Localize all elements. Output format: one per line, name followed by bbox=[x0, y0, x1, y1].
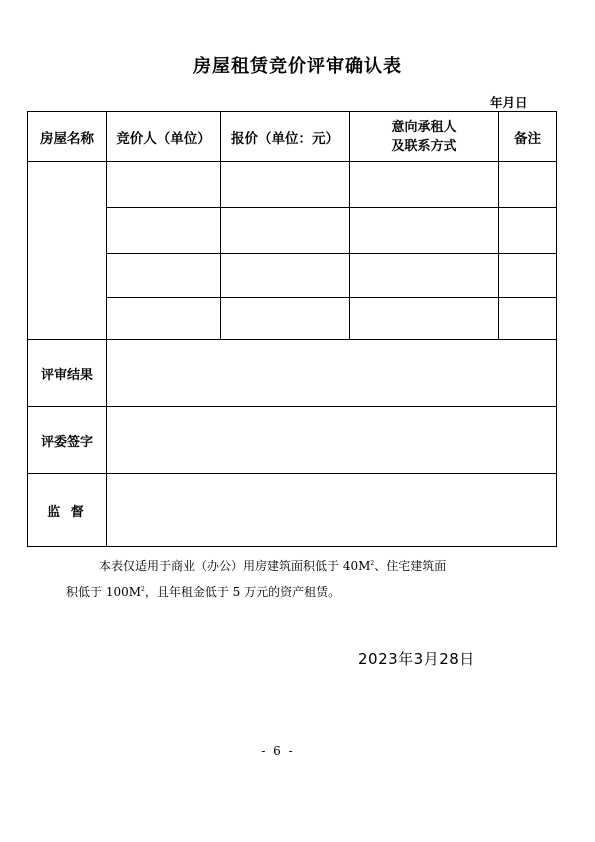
header-quote: 报价（单位：元） bbox=[221, 112, 350, 162]
header-lessee bbox=[350, 112, 499, 162]
form-title: 房屋租赁竞价评审确认表 bbox=[193, 56, 402, 77]
supervision-row bbox=[28, 474, 557, 547]
header-house-name: 房屋名称 bbox=[28, 112, 107, 162]
bid-row bbox=[28, 298, 557, 340]
review-result-field[interactable] bbox=[107, 340, 557, 407]
page-number: - 6 - bbox=[261, 744, 295, 758]
supervision-label: 监 督 bbox=[28, 474, 107, 547]
header-lessee-line2: 及联系方式 bbox=[391, 138, 457, 154]
bid-row bbox=[28, 162, 557, 208]
date-label: 年月日 bbox=[490, 95, 528, 110]
remarks-cell[interactable] bbox=[499, 254, 557, 298]
bid-review-table bbox=[27, 111, 557, 547]
footnote bbox=[66, 552, 526, 604]
lessee-cell[interactable] bbox=[350, 162, 499, 208]
footnote-text: 本表仅适用于商业（办公）用房建筑面积低于 40M bbox=[99, 559, 371, 573]
footnote-line1 bbox=[66, 552, 526, 578]
quote-cell[interactable] bbox=[221, 162, 350, 208]
remarks-cell[interactable] bbox=[499, 162, 557, 208]
bid-row bbox=[28, 254, 557, 298]
remarks-cell[interactable] bbox=[499, 208, 557, 254]
table-header-row bbox=[28, 112, 557, 162]
header-remarks: 备注 bbox=[499, 112, 557, 162]
bidder-cell[interactable] bbox=[107, 254, 221, 298]
quote-cell[interactable] bbox=[221, 208, 350, 254]
lessee-cell[interactable] bbox=[350, 254, 499, 298]
header-lessee-line1: 意向承租人 bbox=[391, 119, 457, 135]
review-result-label: 评审结果 bbox=[28, 340, 107, 407]
house-name-cell[interactable] bbox=[28, 162, 107, 340]
remarks-cell[interactable] bbox=[499, 298, 557, 340]
committee-signature-row bbox=[28, 407, 557, 474]
footnote-text: 积低于 100M bbox=[66, 585, 142, 599]
committee-signature-label: 评委签字 bbox=[28, 407, 107, 474]
bid-row bbox=[28, 208, 557, 254]
superscript: 2 bbox=[141, 586, 145, 593]
quote-cell[interactable] bbox=[221, 298, 350, 340]
lessee-cell[interactable] bbox=[350, 208, 499, 254]
committee-signature-field[interactable] bbox=[107, 407, 557, 474]
footnote-line2 bbox=[66, 578, 526, 604]
header-bidder: 竞价人（单位） bbox=[107, 112, 221, 162]
bidder-cell[interactable] bbox=[107, 208, 221, 254]
bidder-cell[interactable] bbox=[107, 162, 221, 208]
review-result-row bbox=[28, 340, 557, 407]
footnote-text: 、住宅建筑面 bbox=[374, 559, 447, 573]
supervision-field[interactable] bbox=[107, 474, 557, 547]
footnote-text: ，且年租金低于 5 万元的资产租赁。 bbox=[144, 585, 341, 599]
quote-cell[interactable] bbox=[221, 254, 350, 298]
superscript: 2 bbox=[370, 560, 375, 567]
bidder-cell[interactable] bbox=[107, 298, 221, 340]
sign-date: 2023年3月28日 bbox=[358, 650, 475, 668]
lessee-cell[interactable] bbox=[350, 298, 499, 340]
